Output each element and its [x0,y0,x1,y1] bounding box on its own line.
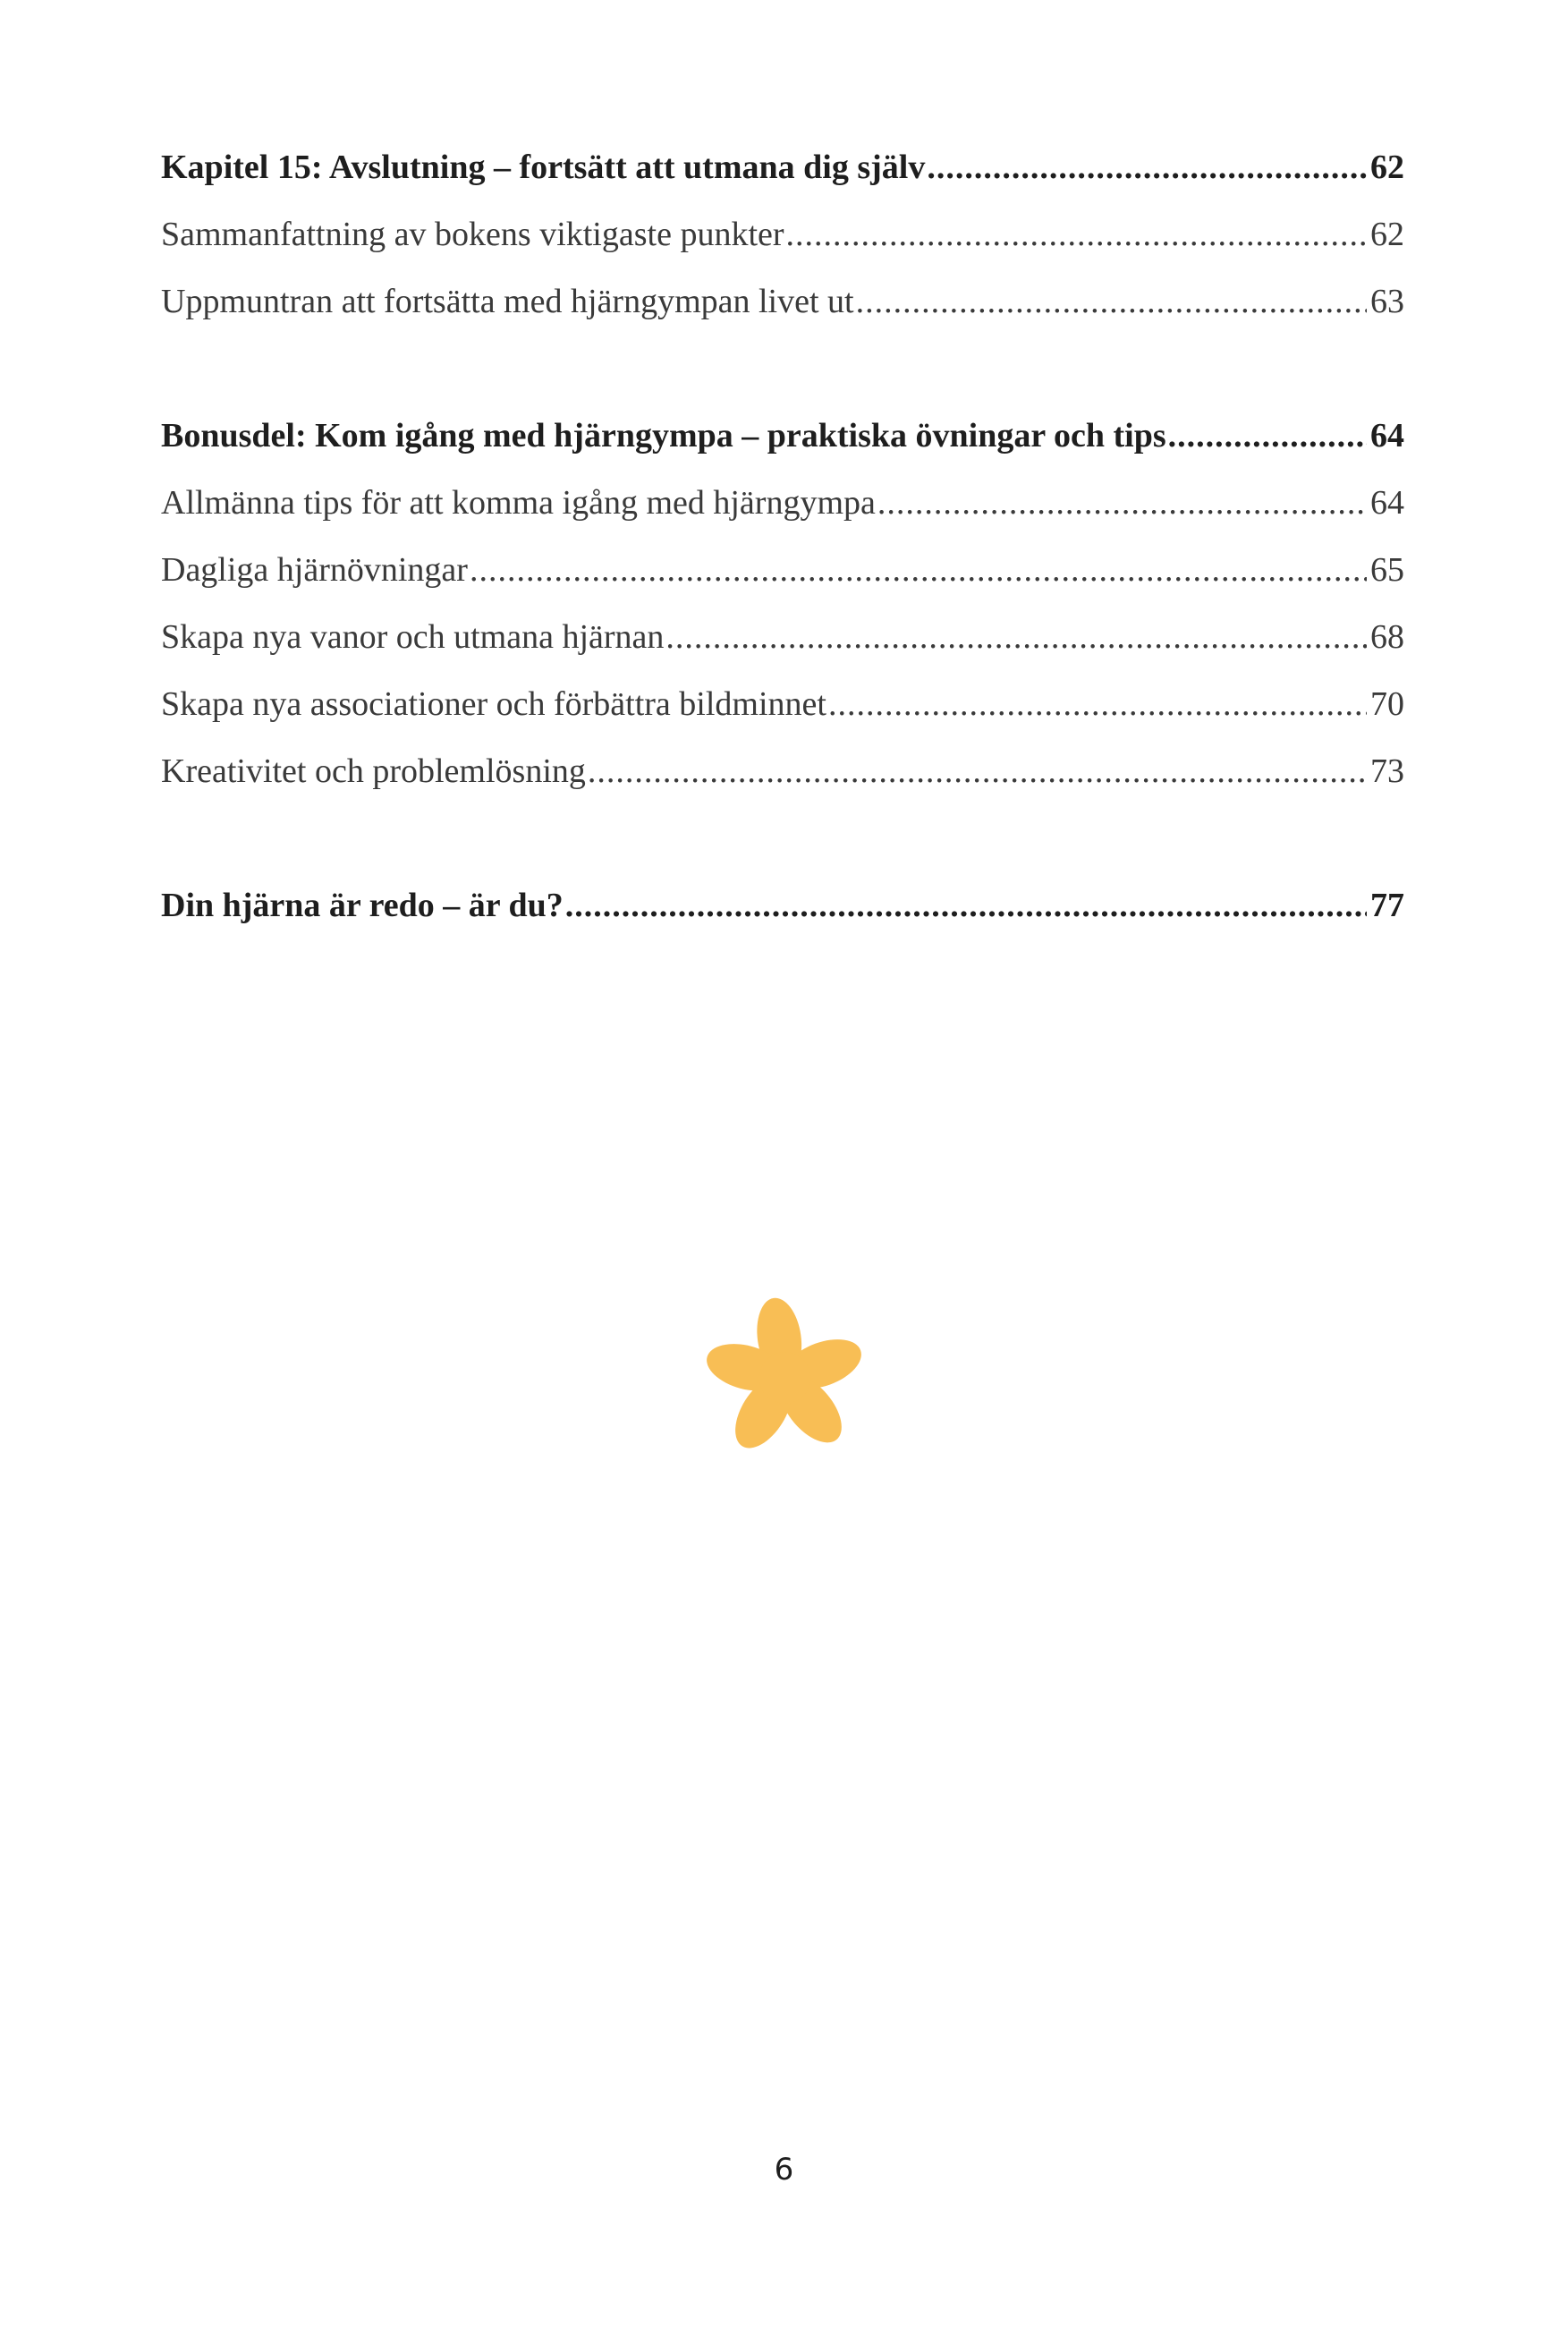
dot-leader [470,537,1367,604]
toc-entry[interactable] [161,537,1404,604]
toc-entry-page: 68 [1370,618,1404,656]
dot-leader [565,872,1367,939]
dot-leader [588,738,1367,805]
dot-leader [786,201,1367,268]
dot-leader [1168,403,1367,470]
toc-entry-title: Allmänna tips för att komma igång med hjärngympa [161,484,876,522]
dot-leader [828,671,1367,738]
toc-entry[interactable] [161,738,1404,805]
toc-entry-title: Dagliga hjärnövningar [161,551,468,589]
toc-heading-page: 77 [1370,887,1404,924]
toc-entry[interactable] [161,470,1404,537]
toc-entry-page: 64 [1370,484,1404,522]
toc-heading-page: 64 [1370,417,1404,455]
toc-section-bonusdel [161,403,1404,805]
toc-section-kapitel-15 [161,134,1404,336]
dot-leader [665,604,1367,671]
page-number: 6 [774,2152,794,2188]
toc-heading-page: 62 [1370,149,1404,186]
toc-heading-title: Din hjärna är redo – är du? [161,887,564,924]
toc-entry-title: Kreativitet och problemlösning [161,752,586,790]
toc-entry-page: 62 [1370,216,1404,253]
toc-entry-title: Sammanfattning av bokens viktigaste punkter [161,216,784,253]
toc-entry-page: 70 [1370,685,1404,723]
toc-entry-title: Uppmuntran att fortsätta med hjärngympan livet ut [161,283,854,320]
toc-heading-title: Kapitel 15: Avslutning – fortsätt att utmana dig själv [161,149,926,186]
toc-entry[interactable] [161,268,1404,336]
flower-icon [702,1297,868,1458]
dot-leader [856,268,1367,336]
dot-leader [927,134,1367,201]
toc-entry-page: 63 [1370,283,1404,320]
toc-section-din-hjarna [161,872,1404,939]
toc-heading[interactable] [161,872,1404,939]
toc-heading[interactable] [161,134,1404,201]
dot-leader [877,470,1367,537]
toc-entry-page: 73 [1370,752,1404,790]
toc-entry-title: Skapa nya associationer och förbättra bildminnet [161,685,826,723]
toc-heading-title: Bonusdel: Kom igång med hjärngympa – praktiska övningar och tips [161,417,1166,455]
toc-entry-page: 65 [1370,551,1404,589]
toc-entry-title: Skapa nya vanor och utmana hjärnan [161,618,665,656]
toc-entry[interactable] [161,201,1404,268]
table-of-contents [161,134,1404,1007]
toc-entry[interactable] [161,604,1404,671]
toc-heading[interactable] [161,403,1404,470]
toc-entry[interactable] [161,671,1404,738]
